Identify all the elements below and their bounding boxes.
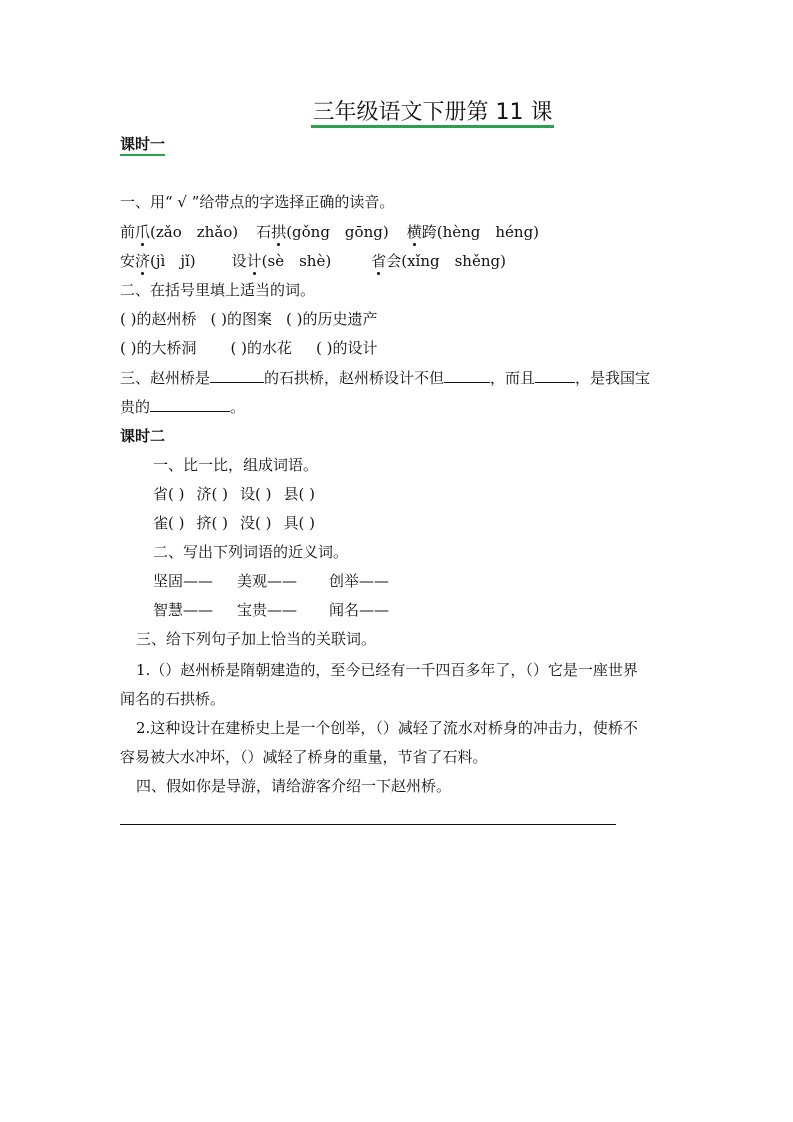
dotted-char: 济 [135,252,151,270]
dotted-char: 爪 [135,223,151,241]
lesson1-heading: 课时一 [120,134,165,154]
fill-item: ( )的设计 [315,339,378,357]
word-item: 具( ) [283,514,315,532]
lesson2-q3-s1-line1: 1.（）赵州桥是隋朝建造的，至今已经有一千四百多年了，（）它是一座世界 [136,661,638,679]
lesson1-q1-prompt: 一、用“ √ ”给带点的字选择正确的读音。 [120,193,395,211]
lesson2-q3-s2-line2: 容易被大水冲坏，（）减轻了桥身的重量，节省了石料。 [120,748,488,766]
lesson1-q1-row1 [120,222,539,242]
pinyin-item: 设计(sè shè) [231,252,332,270]
word-item: 挤( ) [196,514,228,532]
answer-blank[interactable] [444,368,490,383]
synonym-item: 智慧—— [153,601,214,619]
word-item: 雀( ) [153,514,185,532]
synonym-item: 坚固—— [153,572,214,590]
synonym-item: 创举—— [329,572,390,590]
dotted-char: 横 [406,223,422,241]
fill-item: ( )的水花 [230,339,292,357]
fill-item: ( )的图案 [210,310,272,328]
word-item: 县( ) [283,485,315,503]
lesson2-q2-prompt: 二、写出下列词语的近义词。 [153,543,349,561]
lesson1-q3-line2: 贵的 。 [120,398,246,416]
word-item: 设( ) [239,485,272,503]
answer-blank[interactable] [150,397,230,412]
page-title [0,98,793,128]
lesson1-q3-line1: 三、赵州桥是 的石拱桥，赵州桥设计不但 ，而且 ，是我国宝 [120,369,651,387]
pinyin-item: 石拱(gǒng gōng) [256,223,389,241]
lesson2-q3-s2-line1: 2.这种设计在建桥史上是一个创举，（）减轻了流水对桥身的冲击力，使桥不 [136,719,638,737]
lesson2-q3-s1-line2: 闻名的石拱桥。 [120,690,226,708]
synonym-item: 宝贵—— [237,601,298,619]
lesson2-q1-row2 [153,513,315,533]
dotted-char: 省 [371,252,387,270]
lesson2-q4-prompt: 四、假如你是导游，请给游客介绍一下赵州桥。 [136,777,452,795]
answer-writing-line[interactable] [120,824,616,825]
lesson2-q2-row1 [153,571,389,591]
page-title-text: 三年级语文下册第 11 课 [311,100,555,128]
lesson2-q2-row2 [153,600,389,620]
lesson1-q1-row2 [120,251,506,271]
answer-blank[interactable] [535,368,575,383]
lesson2-q1-prompt: 一、比一比，组成词语。 [153,456,319,474]
dotted-char: 拱 [271,223,287,241]
pinyin-item: 前爪(zǎo zhǎo) [120,223,239,241]
pinyin-item: 横跨(hèng héng) [406,223,540,241]
word-item: 没( ) [239,514,272,532]
lesson2-q3-prompt: 三、给下列句子加上恰当的关联词。 [136,630,377,648]
lesson1-q2-prompt: 二、在括号里填上适当的词。 [120,281,316,299]
fill-item: ( )的大桥洞 [120,339,197,357]
answer-blank[interactable] [210,368,264,383]
pinyin-item: 安济(jì jǐ) [120,252,196,270]
word-item: 省( ) [153,485,185,503]
lesson2-heading: 课时二 [120,427,166,445]
synonym-item: 美观—— [237,572,298,590]
lesson1-q2-row2 [120,338,377,358]
pinyin-item: 省会(xǐng shěng) [371,252,506,270]
dotted-char: 计 [246,252,262,270]
word-item: 济( ) [196,485,228,503]
synonym-item: 闻名—— [329,601,390,619]
fill-item: ( )的赵州桥 [120,310,197,328]
fill-item: ( )的历史遗产 [285,310,378,328]
lesson1-q2-row1 [120,309,377,329]
lesson2-q1-row1 [153,484,315,504]
